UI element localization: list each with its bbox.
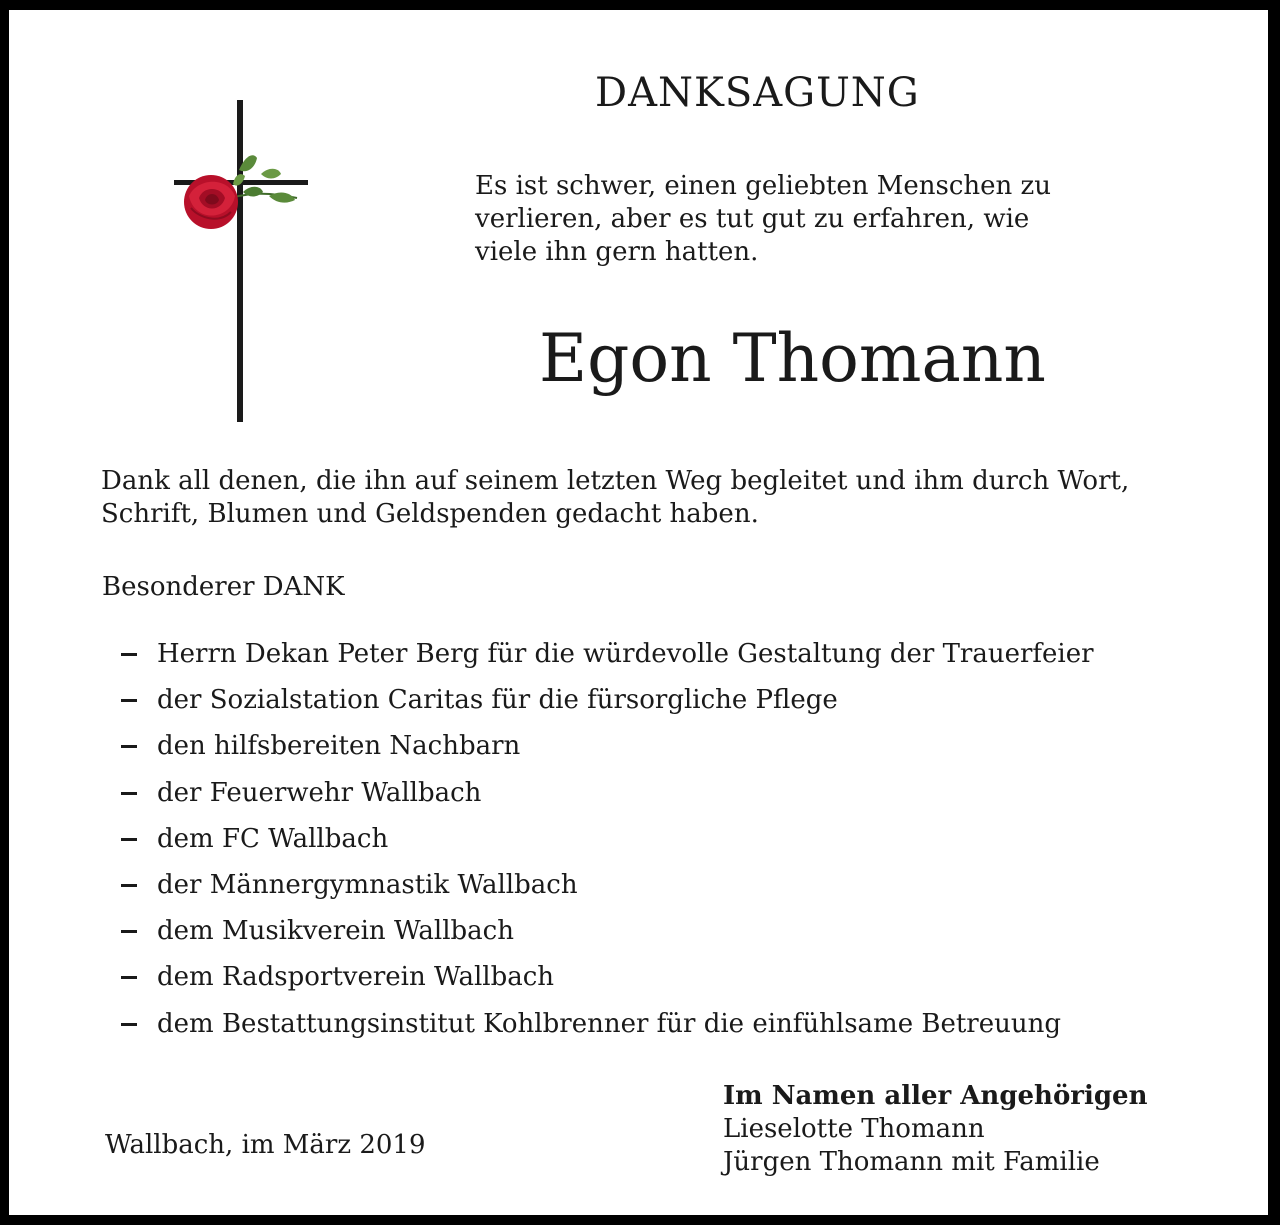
intro-line: viele ihn gern hatten. bbox=[475, 237, 759, 267]
list-item: den hilfsbereiten Nachbarn bbox=[121, 726, 1094, 772]
dash-icon bbox=[121, 976, 137, 979]
dash-icon bbox=[121, 930, 137, 933]
dash-icon bbox=[121, 699, 137, 702]
list-item: der Feuerwehr Wallbach bbox=[121, 773, 1094, 819]
dash-icon bbox=[121, 792, 137, 795]
list-item: dem Bestattungsinstitut Kohlbrenner für die einfühlsame Betreuung bbox=[121, 1004, 1094, 1050]
special-thanks-heading: Besonderer DANK bbox=[102, 572, 345, 602]
obituary-notice bbox=[9, 10, 1268, 1215]
list-item: dem Musikverein Wallbach bbox=[121, 911, 1094, 957]
list-item: der Männergymnastik Wallbach bbox=[121, 865, 1094, 911]
list-item: Herrn Dekan Peter Berg für die würdevolle Gestaltung der Trauerfeier bbox=[121, 634, 1094, 680]
cross-with-rose bbox=[169, 100, 314, 425]
deceased-name: Egon Thomann bbox=[539, 320, 1046, 397]
signature-heading: Im Namen aller Angehörigen bbox=[723, 1081, 1148, 1111]
thanks-line: Dank all denen, die ihn auf seinem letzten Weg begleitet und ihm durch Wort, bbox=[101, 466, 1130, 496]
cross-icon bbox=[169, 100, 314, 425]
intro-line: verlieren, aber es tut gut zu erfahren, wie bbox=[475, 204, 1030, 234]
dash-icon bbox=[121, 1023, 137, 1026]
thanks-line: Schrift, Blumen und Geldspenden gedacht haben. bbox=[101, 499, 759, 529]
list-item: der Sozialstation Caritas für die fürsorgliche Pflege bbox=[121, 680, 1094, 726]
dash-icon bbox=[121, 653, 137, 656]
signature-line: Jürgen Thomann mit Familie bbox=[723, 1147, 1100, 1177]
signature-block bbox=[723, 1080, 1147, 1179]
notice-title: DANKSAGUNG bbox=[595, 70, 920, 116]
dash-icon bbox=[121, 884, 137, 887]
thanks-paragraph bbox=[101, 465, 1129, 531]
place-date: Wallbach, im März 2019 bbox=[105, 1130, 426, 1160]
list-item: dem Radsportverein Wallbach bbox=[121, 957, 1094, 1003]
dash-icon bbox=[121, 838, 137, 841]
intro-line: Es ist schwer, einen geliebten Menschen zu bbox=[475, 171, 1051, 201]
intro-quote bbox=[475, 170, 1051, 269]
list-item: dem FC Wallbach bbox=[121, 819, 1094, 865]
dash-icon bbox=[121, 745, 137, 748]
special-thanks-list bbox=[121, 634, 1094, 1050]
signature-line: Lieselotte Thomann bbox=[723, 1114, 985, 1144]
